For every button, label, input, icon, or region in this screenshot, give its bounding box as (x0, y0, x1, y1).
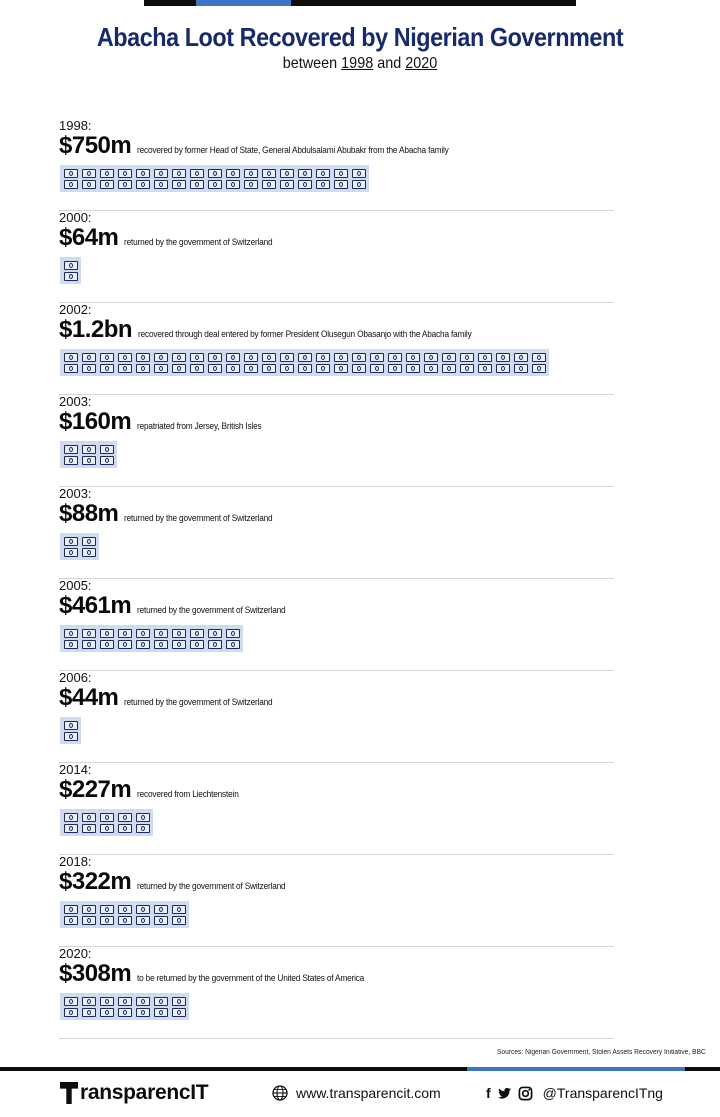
banknote-icon (82, 169, 96, 178)
banknote-icon (316, 353, 330, 362)
banknote-icon (136, 916, 150, 925)
banknote-icon (100, 629, 114, 638)
banknote-icon (424, 364, 438, 373)
banknote-icon (388, 353, 402, 362)
banknote-icon (154, 916, 168, 925)
banknote-icon (82, 1008, 96, 1017)
banknote-icon (100, 456, 114, 465)
banknote-icon (118, 997, 132, 1006)
banknote-icon (226, 629, 240, 638)
banknote-icon (82, 629, 96, 638)
entry-description: returned by the government of Switzerland (124, 513, 273, 523)
banknote-icon (118, 905, 132, 914)
banknote-icon (190, 629, 204, 638)
banknote-icon (280, 353, 294, 362)
banknote-icon (334, 364, 348, 373)
money-icon-group (60, 165, 369, 192)
banknote-icon (478, 364, 492, 373)
banknote-icon (172, 364, 186, 373)
banknote-icon (262, 180, 276, 189)
money-icon-group (60, 809, 153, 836)
entry-amount-row (59, 500, 286, 528)
banknote-icon (208, 629, 222, 638)
banknote-icon (64, 169, 78, 178)
banknote-icon (100, 180, 114, 189)
globe-icon (272, 1085, 288, 1101)
entry-amount: $64m (59, 224, 119, 251)
banknote-icon (100, 445, 114, 454)
entry-amount-row (59, 684, 286, 712)
banknote-icon (64, 732, 78, 741)
banknote-icon (64, 997, 78, 1006)
banknote-icon (100, 364, 114, 373)
transparencit-logo[interactable] (60, 1081, 208, 1105)
entry-year: 2018: (59, 854, 92, 869)
banknote-icon (244, 169, 258, 178)
banknote-icon (406, 364, 420, 373)
banknote-icon (190, 364, 204, 373)
banknote-icon (316, 169, 330, 178)
banknote-icon (118, 916, 132, 925)
banknote-icon (190, 353, 204, 362)
social-links (486, 1085, 663, 1101)
banknote-icon (82, 916, 96, 925)
banknote-icon (352, 169, 366, 178)
banknote-icon (514, 353, 528, 362)
banknote-icon (64, 180, 78, 189)
banknote-icon (136, 364, 150, 373)
banknote-icon (334, 180, 348, 189)
recovery-entry (59, 302, 614, 395)
banknote-icon (136, 905, 150, 914)
banknote-icon (136, 813, 150, 822)
banknote-icon (136, 997, 150, 1006)
banknote-icon (262, 353, 276, 362)
entry-description: recovered from Liechtenstein (137, 789, 239, 799)
logo-text: ransparencIT (80, 1081, 209, 1104)
banknote-icon (82, 456, 96, 465)
entry-year: 2000: (59, 210, 92, 225)
banknote-icon (370, 353, 384, 362)
entry-description: returned by the government of Switzerland (137, 605, 286, 615)
recovery-entry (59, 118, 614, 211)
entry-amount: $322m (59, 868, 132, 895)
money-icon-group (60, 349, 549, 376)
banknote-icon (460, 353, 474, 362)
banknote-icon (208, 169, 222, 178)
banknote-icon (298, 180, 312, 189)
money-icon-group (60, 257, 81, 284)
money-icon-group (60, 993, 189, 1020)
banknote-icon (442, 364, 456, 373)
money-icon-group (60, 441, 117, 468)
banknote-icon (154, 180, 168, 189)
banknote-icon (226, 364, 240, 373)
banknote-icon (532, 364, 546, 373)
banknote-icon (244, 364, 258, 373)
entry-year: 2014: (59, 762, 92, 777)
banknote-icon (82, 353, 96, 362)
banknote-icon (208, 180, 222, 189)
banknote-icon (82, 180, 96, 189)
banknote-icon (118, 364, 132, 373)
banknote-icon (172, 1008, 186, 1017)
banknote-icon (154, 353, 168, 362)
entry-description: returned by the government of Switzerland (137, 881, 286, 891)
entry-description: returned by the government of Switzerland (124, 237, 273, 247)
banknote-icon (64, 824, 78, 833)
recovery-entry (59, 394, 614, 487)
banknote-icon (154, 629, 168, 638)
banknote-icon (406, 353, 420, 362)
source-note: Sources: Nigerian Government, Stolen Assets Recovery Initiative, BBC (497, 1049, 706, 1056)
entry-year: 2002: (59, 302, 92, 317)
website-link[interactable] (272, 1085, 441, 1101)
banknote-icon (64, 640, 78, 649)
banknote-icon (226, 353, 240, 362)
banknote-icon (226, 180, 240, 189)
banknote-icon (172, 997, 186, 1006)
banknote-icon (262, 169, 276, 178)
banknote-icon (334, 169, 348, 178)
banknote-icon (172, 353, 186, 362)
banknote-icon (82, 445, 96, 454)
entry-amount-row (59, 224, 286, 252)
social-handle: @TransparencITng (542, 1085, 663, 1101)
subtitle-start-year: 1998 (341, 55, 374, 72)
entry-description: recovered through deal entered by former President Olusegun Obasanjo with the Abacha family (138, 329, 472, 339)
banknote-icon (118, 629, 132, 638)
banknote-icon (136, 1008, 150, 1017)
banknote-icon (64, 1008, 78, 1017)
banknote-icon (64, 905, 78, 914)
banknote-icon (496, 364, 510, 373)
recovery-entry (59, 578, 614, 671)
recovery-entry (59, 762, 614, 855)
entry-amount: $227m (59, 776, 132, 803)
banknote-icon (244, 180, 258, 189)
banknote-icon (64, 813, 78, 822)
banknote-icon (136, 169, 150, 178)
money-icon-group (60, 625, 243, 652)
banknote-icon (172, 629, 186, 638)
banknote-icon (64, 456, 78, 465)
banknote-icon (514, 364, 528, 373)
banknote-icon (352, 364, 366, 373)
twitter-icon[interactable] (497, 1086, 512, 1101)
banknote-icon (208, 364, 222, 373)
banknote-icon (82, 640, 96, 649)
banknote-icon (460, 364, 474, 373)
banknote-icon (100, 640, 114, 649)
banknote-icon (226, 640, 240, 649)
entry-amount: $1.2bn (59, 316, 133, 343)
money-icon-group (60, 717, 81, 744)
entry-description: returned by the government of Switzerland (124, 697, 273, 707)
banknote-icon (334, 353, 348, 362)
entry-amount-row (59, 316, 501, 344)
banknote-icon (118, 180, 132, 189)
banknote-icon (316, 180, 330, 189)
entry-year: 1998: (59, 118, 92, 133)
banknote-icon (136, 640, 150, 649)
banknote-icon (64, 537, 78, 546)
banknote-icon (298, 353, 312, 362)
banknote-icon (154, 169, 168, 178)
entry-amount: $461m (59, 592, 132, 619)
entry-description: to be returned by the government of the United States of America (137, 973, 365, 983)
entry-year: 2005: (59, 578, 92, 593)
logo-t-icon (60, 1082, 78, 1104)
entry-year: 2020: (59, 946, 92, 961)
entry-amount: $750m (59, 132, 132, 159)
entry-year: 2003: (59, 486, 92, 501)
banknote-icon (82, 537, 96, 546)
banknote-icon (64, 721, 78, 730)
banknote-icon (532, 353, 546, 362)
banknote-icon (136, 629, 150, 638)
banknote-icon (136, 180, 150, 189)
banknote-icon (262, 364, 276, 373)
banknote-icon (82, 813, 96, 822)
banknote-icon (280, 169, 294, 178)
banknote-icon (64, 353, 78, 362)
banknote-icon (298, 169, 312, 178)
banknote-icon (172, 640, 186, 649)
entry-amount-row (59, 776, 248, 804)
recovery-entry (59, 854, 614, 947)
banknote-icon (64, 629, 78, 638)
banknote-icon (118, 640, 132, 649)
banknote-icon (190, 180, 204, 189)
banknote-icon (100, 824, 114, 833)
recovery-entry (59, 486, 614, 579)
banknote-icon (352, 353, 366, 362)
banknote-icon (100, 916, 114, 925)
banknote-icon (352, 180, 366, 189)
banknote-icon (280, 364, 294, 373)
banknote-icon (118, 824, 132, 833)
banknote-icon (172, 916, 186, 925)
entry-amount-row (59, 592, 299, 620)
banknote-icon (244, 353, 258, 362)
banknote-icon (226, 169, 240, 178)
instagram-icon[interactable] (518, 1086, 533, 1101)
banknote-icon (82, 997, 96, 1006)
banknote-icon (100, 169, 114, 178)
banknote-icon (64, 548, 78, 557)
banknote-icon (136, 824, 150, 833)
page-subtitle (36, 55, 684, 73)
banknote-icon (136, 353, 150, 362)
top-accent-bar (196, 0, 291, 6)
banknote-icon (478, 353, 492, 362)
banknote-icon (100, 813, 114, 822)
banknote-icon (154, 364, 168, 373)
banknote-icon (388, 364, 402, 373)
banknote-icon (100, 1008, 114, 1017)
banknote-icon (154, 640, 168, 649)
banknote-icon (100, 353, 114, 362)
entry-amount-row (59, 408, 273, 436)
entry-year: 2003: (59, 394, 92, 409)
banknote-icon (172, 905, 186, 914)
entry-amount: $308m (59, 960, 132, 987)
page-title: Abacha Loot Recovered by Nigerian Government (96, 22, 624, 52)
banknote-icon (424, 353, 438, 362)
banknote-icon (118, 169, 132, 178)
recovery-entry (59, 210, 614, 303)
entry-amount-row (59, 868, 299, 896)
banknote-icon (64, 916, 78, 925)
banknote-icon (100, 905, 114, 914)
banknote-icon (190, 169, 204, 178)
banknote-icon (280, 180, 294, 189)
money-icon-group (60, 533, 99, 560)
banknote-icon (154, 905, 168, 914)
banknote-icon (82, 548, 96, 557)
footer-accent-bar (467, 1067, 685, 1071)
banknote-icon (208, 353, 222, 362)
banknote-icon (82, 824, 96, 833)
entry-amount-row (59, 960, 384, 988)
entry-description: repatriated from Jersey, British Isles (137, 421, 262, 431)
subtitle-mid: and (373, 55, 406, 72)
entry-amount-row (59, 132, 476, 160)
banknote-icon (370, 364, 384, 373)
banknote-icon (100, 997, 114, 1006)
banknote-icon (118, 353, 132, 362)
website-text: www.transparencit.com (296, 1085, 441, 1101)
top-decor-bar (144, 0, 576, 6)
entry-year: 2006: (59, 670, 92, 685)
banknote-icon (64, 272, 78, 281)
banknote-icon (64, 261, 78, 270)
banknote-icon (82, 364, 96, 373)
entry-amount: $160m (59, 408, 132, 435)
banknote-icon (496, 353, 510, 362)
facebook-icon[interactable]: f (486, 1085, 491, 1101)
recovery-entry (59, 946, 614, 1039)
footer-decor-bar (0, 1067, 720, 1071)
banknote-icon (118, 813, 132, 822)
banknote-icon (82, 905, 96, 914)
entry-amount: $44m (59, 684, 119, 711)
banknote-icon (64, 445, 78, 454)
banknote-icon (172, 169, 186, 178)
entry-description: recovered by former Head of State, General Abdulsalami Abubakr from the Abacha family (137, 145, 449, 155)
money-icon-group (60, 901, 189, 928)
banknote-icon (154, 1008, 168, 1017)
subtitle-pre: between (282, 55, 342, 72)
entry-amount: $88m (59, 500, 119, 527)
banknote-icon (190, 640, 204, 649)
banknote-icon (64, 364, 78, 373)
banknote-icon (118, 1008, 132, 1017)
banknote-icon (208, 640, 222, 649)
banknote-icon (298, 364, 312, 373)
banknote-icon (442, 353, 456, 362)
banknote-icon (316, 364, 330, 373)
banknote-icon (154, 997, 168, 1006)
subtitle-end-year: 2020 (405, 55, 438, 72)
recovery-entry (59, 670, 614, 763)
banknote-icon (172, 180, 186, 189)
